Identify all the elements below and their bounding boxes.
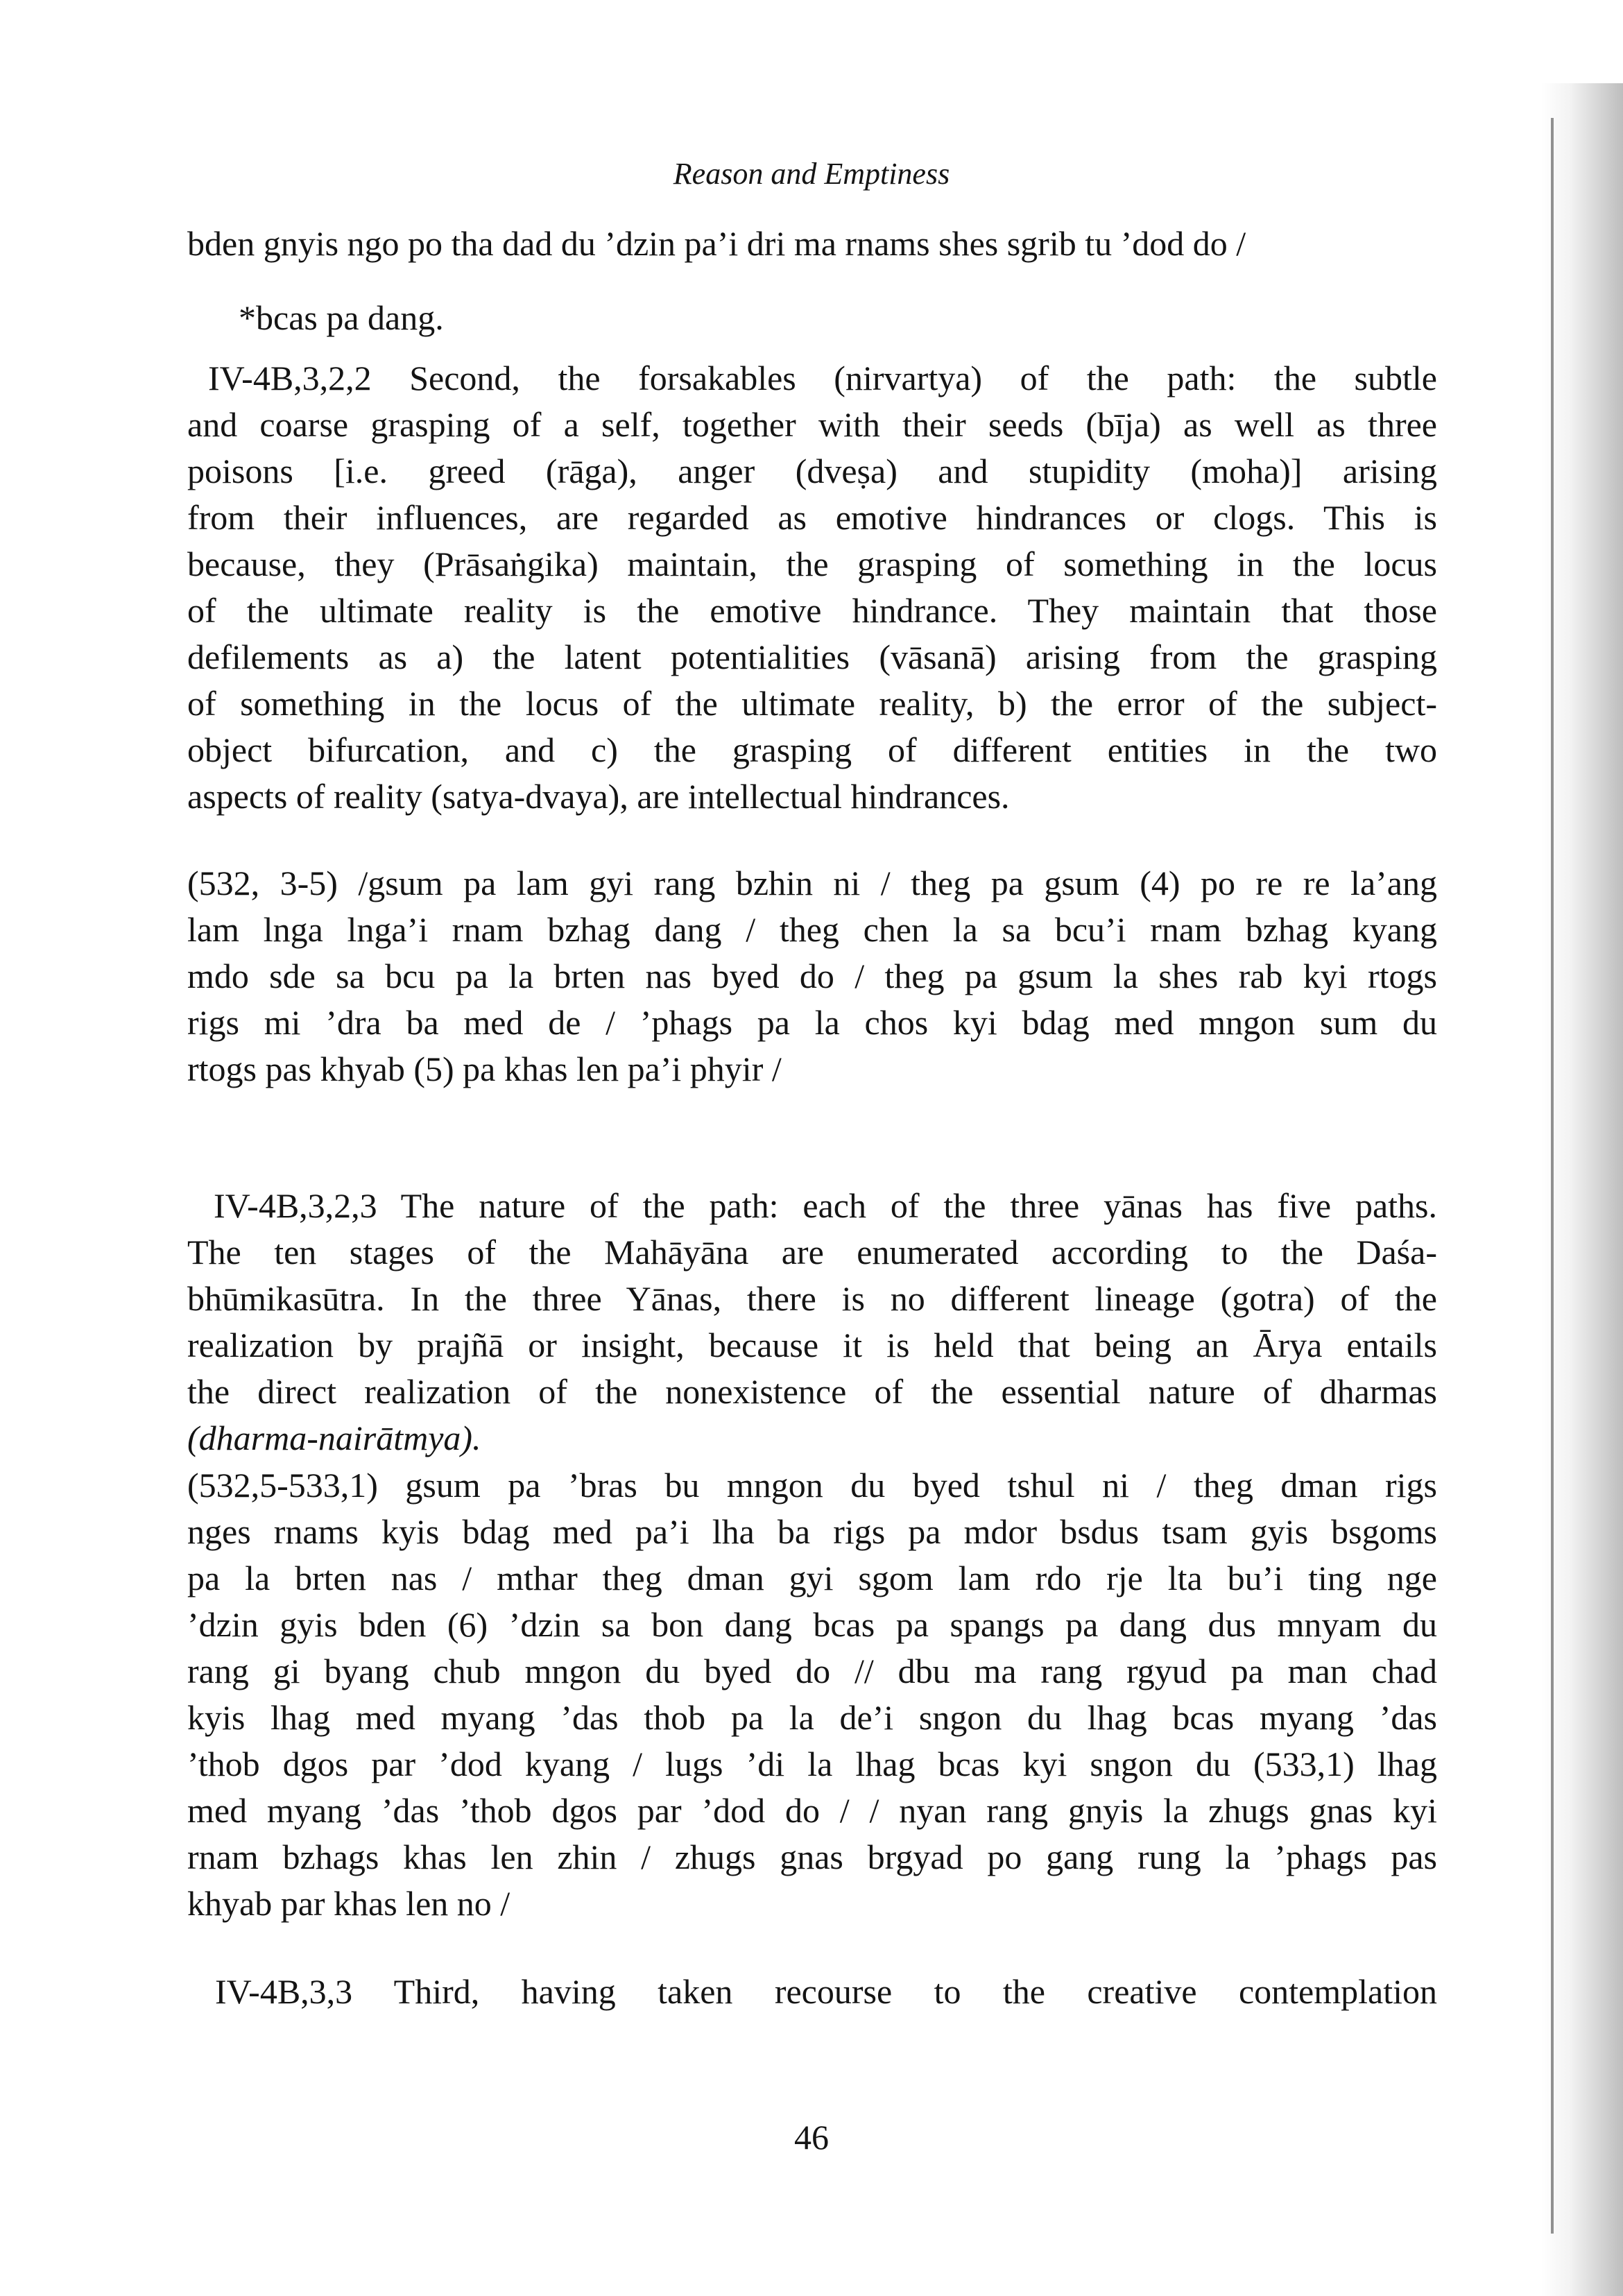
text-line: and coarse grasping of a self, together with their seeds (bīja) as well as three [187,405,1437,444]
text-line: The ten stages of the Mahāyāna are enumerated according to the Daśa- [187,1233,1437,1271]
paragraph-iv-4b-3-3 [187,1969,1437,2015]
text-line: *bcas pa dang. [239,298,444,337]
text-line: of something in the locus of the ultimate reality, b) the error of the subject- [187,684,1437,723]
text-line: bhūmikasūtra. In the three Yānas, there is no different lineage (gotra) of the [187,1279,1437,1318]
text-line: object bifurcation, and c) the grasping of different entities in the two [187,730,1437,769]
text-line: lam lnga lnga’i rnam bzhag dang / theg chen la sa bcu’i rnam bzhag kyang [187,910,1437,949]
text-line: realization by prajñā or insight, because it is held that being an Ārya entails [187,1326,1437,1364]
text-line: rigs mi ’dra ba med de / ’phags pa la chos kyi bdag med mngon sum du [187,1003,1437,1042]
text-line: kyis lhag med myang ’das thob pa la de’i sngon du lhag bcas myang ’das [187,1698,1437,1737]
text-line: (dharma-nairātmya). [187,1419,481,1457]
text-line: bden gnyis ngo po tha dad du ’dzin pa’i dri ma rnams shes sgrib tu ’dod do / [187,224,1246,263]
running-head: Reason and Emptiness [673,157,950,191]
text-line: khyab par khas len no / [187,1884,510,1923]
text-line: aspects of reality (satya-dvaya), are intellectual hindrances. [187,777,1010,816]
text-line: IV-4B,3,2,3 The nature of the path: each of the three yānas has five paths. [214,1186,1437,1225]
paragraph-iv-4b-3-2-2 [187,355,1437,820]
paragraph-bcas-pa-dang [239,295,793,341]
text-line: rnam bzhags khas len zhin / zhugs gnas brgyad po gang rung la ’phags pas [187,1837,1437,1876]
text-line: rtogs pas khyab (5) pa khas len pa’i phyir / [187,1050,782,1088]
text-line: pa la brten nas / mthar theg dman gyi sgom lam rdo rje lta bu’i ting nge [187,1559,1437,1597]
text-line: (532,5-533,1) gsum pa ’bras bu mngon du byed tshul ni / theg dman rigs [187,1466,1437,1505]
text-line: nges rnams kyis bdag med pa’i lha ba rigs pa mdor bsdus tsam gyis bsgoms [187,1512,1437,1551]
text-line: med myang ’das ’thob dgos par ’dod do / / nyan rang gnyis la zhugs gnas kyi [187,1791,1437,1830]
paragraph-532-3-5 [187,860,1437,1093]
paragraph-iv-4b-3-2-3 [187,1183,1437,1462]
text-line: IV-4B,3,2,2 Second, the forsakables (nirvartya) of the path: the subtle [208,359,1437,397]
text-line: the direct realization of the nonexistence of the essential nature of dharmas [187,1372,1437,1411]
text-line: rang gi byang chub mngon du byed do // dbu ma rang rgyud pa man chad [187,1652,1437,1690]
text-line: mdo sde sa bcu pa la brten nas byed do / theg pa gsum la shes rab kyi rtogs [187,957,1437,995]
page-number: 46 [794,2118,829,2157]
text-line: IV-4B,3,3 Third, having taken recourse to the creative contemplation [215,1972,1437,2011]
text-line: from their influences, are regarded as emotive hindrances or clogs. This is [187,498,1437,537]
text-line: ’thob dgos par ’dod kyang / lugs ’di la lhag bcas kyi sngon du (533,1) lhag [187,1745,1437,1783]
text-line: of the ultimate reality is the emotive hindrance. They maintain that those [187,591,1437,630]
text-line: (532, 3-5) /gsum pa lam gyi rang bzhin ni / theg pa gsum (4) po re re la’ang [187,864,1437,902]
paragraph-tibetan-line [187,221,1437,267]
text-line: defilements as a) the latent potentialities (vāsanā) arising from the grasping [187,637,1437,676]
text-line: because, they (Prāsaṅgika) maintain, the grasping of something in the locus [187,545,1437,583]
text-line: ’dzin gyis bden (6) ’dzin sa bon dang bcas pa spangs pa dang dus mnyam du [187,1605,1437,1644]
paragraph-532-5-533-1 [187,1462,1437,1927]
scan-binding-line [1551,118,1554,2234]
text-line: poisons [i.e. greed (rāga), anger (dveṣa) and stupidity (moha)] arising [187,452,1437,490]
